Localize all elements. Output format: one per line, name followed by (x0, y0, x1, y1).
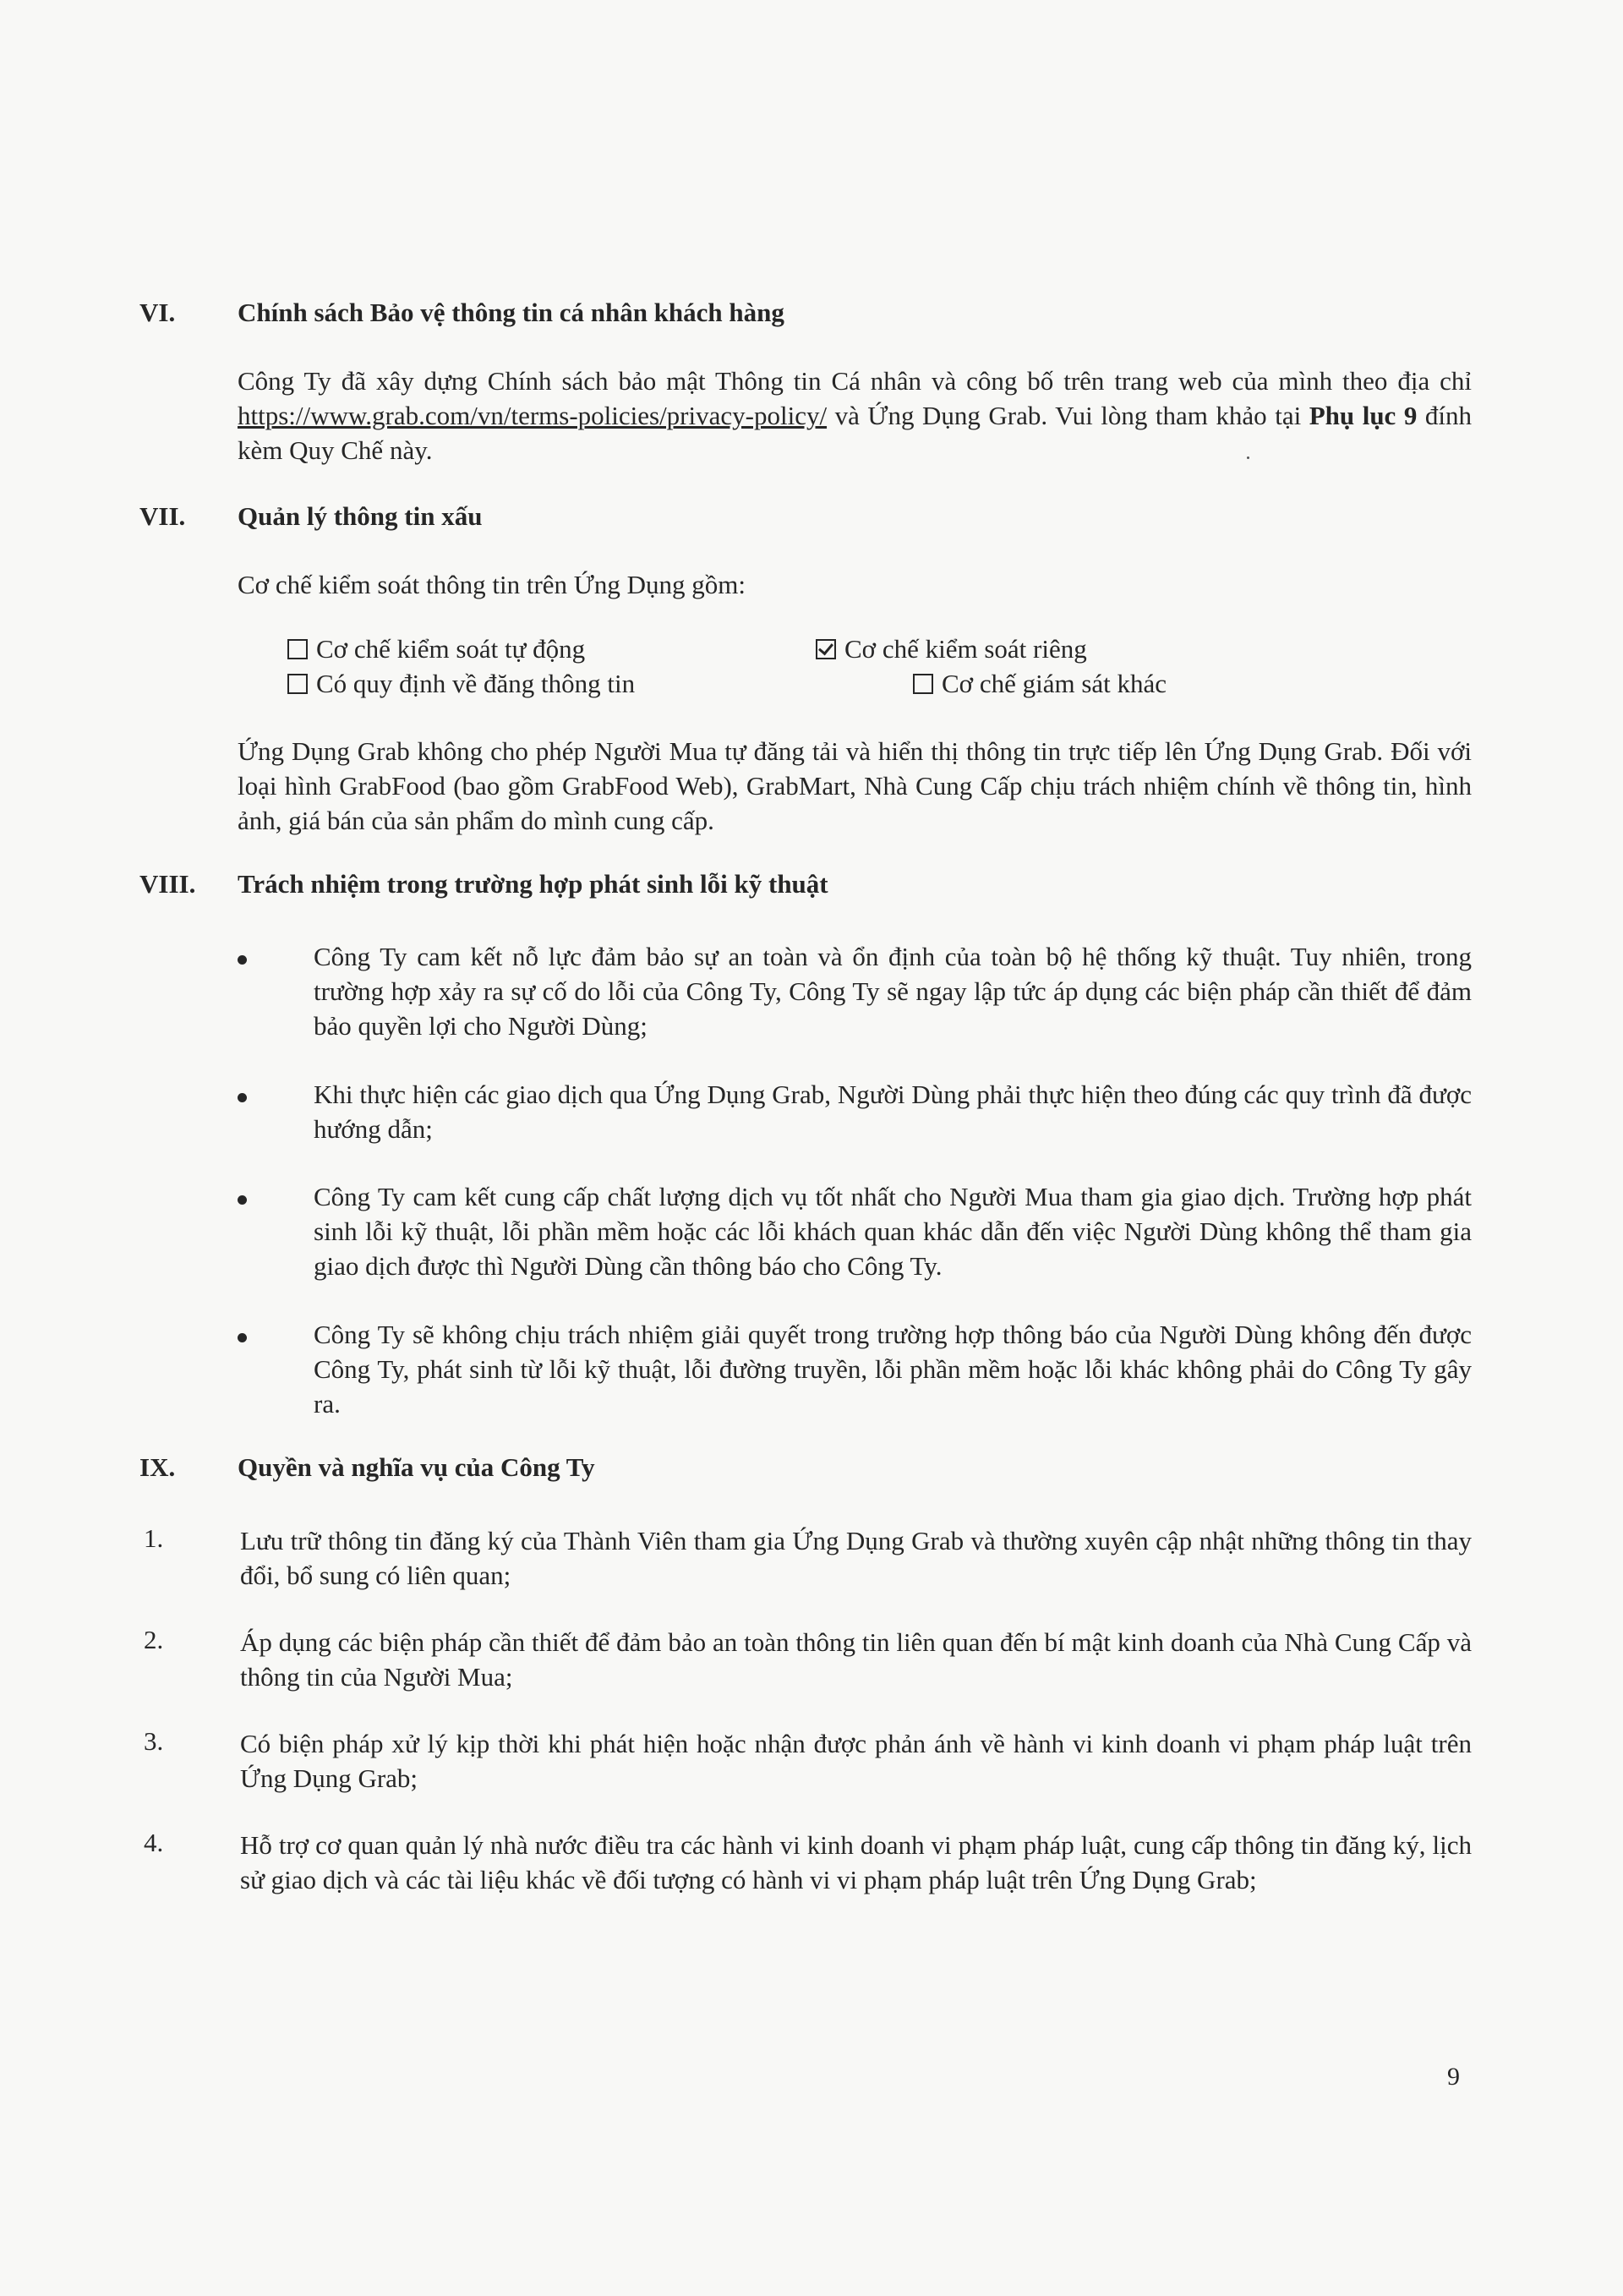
bullet-icon (238, 955, 247, 965)
list-item: Lưu trữ thông tin đăng ký của Thành Viên tham gia Ứng Dụng Grab và thường xuyên cập nhật những thông tin thay đổi, bổ sung có liên quan; (240, 1526, 1472, 1590)
section-9-title: Quyền và nghĩa vụ của Công Ty (238, 1452, 595, 1482)
section-6-paragraph (238, 364, 1472, 467)
checkbox-icon (287, 674, 308, 694)
section-8-number: VIII. (139, 869, 196, 899)
section-9-number: IX. (139, 1452, 176, 1482)
list-item-number: 3. (144, 1726, 164, 1756)
list-item: Áp dụng các biện pháp cần thiết để đảm bảo an toàn thông tin liên quan đến bí mật kinh doanh của Nhà Cung Cấp và thông tin của Người Mua; (240, 1627, 1472, 1692)
bullet-item: Công Ty sẽ không chịu trách nhiệm giải quyết trong trường hợp thông báo của Người Dùng không đến được Công Ty, phát sinh từ lỗi kỹ thuật, lỗi đường truyền, lỗi phần mềm hoặc lỗi khác không phải do Công Ty gây ra. (314, 1320, 1472, 1419)
section-6-number: VI. (139, 298, 176, 327)
checkbox-icon (287, 639, 308, 659)
section-7-paragraph: Ứng Dụng Grab không cho phép Người Mua tự đăng tải và hiển thị thông tin trực tiếp lên Ứng Dụng Grab. Đối với loại hình GrabFood (bao gồm GrabFood Web), GrabMart, Nhà Cung Cấp chịu trách nhiệm chính về thông tin, hình ảnh, giá bán của sản phẩm do mình cung cấp. (238, 736, 1472, 835)
bullet-icon (238, 1333, 247, 1342)
list-item: Hỗ trợ cơ quan quản lý nhà nước điều tra các hành vi kinh doanh vi phạm pháp luật, cung cấp thông tin đăng ký, lịch sử giao dịch và các tài liệu khác về đối tượng có hành vi vi phạm pháp luật trên Ứng Dụng Grab; (240, 1830, 1472, 1894)
section-6-text: Công Ty đã xây dựng Chính sách bảo mật Thông tin Cá nhân và công bố trên trang web của mình theo địa chỉ (238, 366, 1472, 396)
privacy-policy-link[interactable]: https://www.grab.com/vn/terms-policies/privacy-policy/ (238, 401, 828, 430)
list-item-number: 4. (144, 1828, 164, 1857)
section-7-title: Quản lý thông tin xấu (238, 501, 483, 531)
section-7-number: VII. (139, 501, 186, 531)
section-6-text-cont: và Ứng Dụng Grab. Vui lòng tham khảo tại (827, 401, 1309, 430)
checkbox-posting-rules[interactable] (287, 669, 635, 699)
section-7-intro: Cơ chế kiểm soát thông tin trên Ứng Dụng gồm: (238, 570, 746, 599)
bullet-item: Công Ty cam kết cung cấp chất lượng dịch vụ tốt nhất cho Người Mua tham gia giao dịch. Trường hợp phát sinh lỗi kỹ thuật, lỗi phần mềm hoặc các lỗi khách quan khác dẫn đến việc Người Dùng không thể tham gia giao dịch được thì Người Dùng cần thông báo cho Công Ty. (314, 1182, 1472, 1281)
checkbox-label: Cơ chế kiểm soát tự động (316, 634, 586, 664)
checkbox-label: Cơ chế giám sát khác (942, 669, 1167, 698)
section-6-title: Chính sách Bảo vệ thông tin cá nhân khách hàng (238, 298, 784, 327)
checkbox-other-monitoring[interactable] (913, 669, 1167, 699)
checkbox-private-control[interactable] (816, 634, 1087, 664)
bullet-icon (238, 1195, 247, 1205)
checked-checkbox-icon (816, 639, 836, 659)
scan-speck (1247, 456, 1249, 459)
section-6-text-end: đính kèm Quy Chế này. (238, 401, 1473, 465)
bullet-icon (238, 1093, 247, 1102)
bullet-item: Khi thực hiện các giao dịch qua Ứng Dụng Grab, Người Dùng phải thực hiện theo đúng các quy trình đã được hướng dẫn; (314, 1080, 1472, 1144)
list-item-number: 1. (144, 1523, 164, 1553)
list-item: Có biện pháp xử lý kịp thời khi phát hiện hoặc nhận được phản ánh về hành vi kinh doanh vi phạm pháp luật trên Ứng Dụng Grab; (240, 1729, 1472, 1793)
bullet-item: Công Ty cam kết nỗ lực đảm bảo sự an toàn và ổn định của toàn bộ hệ thống kỹ thuật. Tuy nhiên, trong trường hợp xảy ra sự cố do lỗi của Công Ty, Công Ty sẽ ngay lập tức áp dụng các biện pháp cần thiết để đảm bảo quyền lợi cho Người Dùng; (314, 942, 1472, 1041)
appendix-reference: Phụ lục 9 (1309, 401, 1418, 430)
list-item-number: 2. (144, 1625, 164, 1654)
checkbox-icon (913, 674, 933, 694)
checkbox-auto-control[interactable] (287, 634, 585, 664)
page-number: 9 (1447, 2063, 1460, 2091)
checkbox-label: Có quy định về đăng thông tin (316, 669, 636, 698)
section-8-title: Trách nhiệm trong trường hợp phát sinh lỗi kỹ thuật (238, 869, 828, 899)
checkbox-label: Cơ chế kiểm soát riêng (844, 634, 1087, 664)
